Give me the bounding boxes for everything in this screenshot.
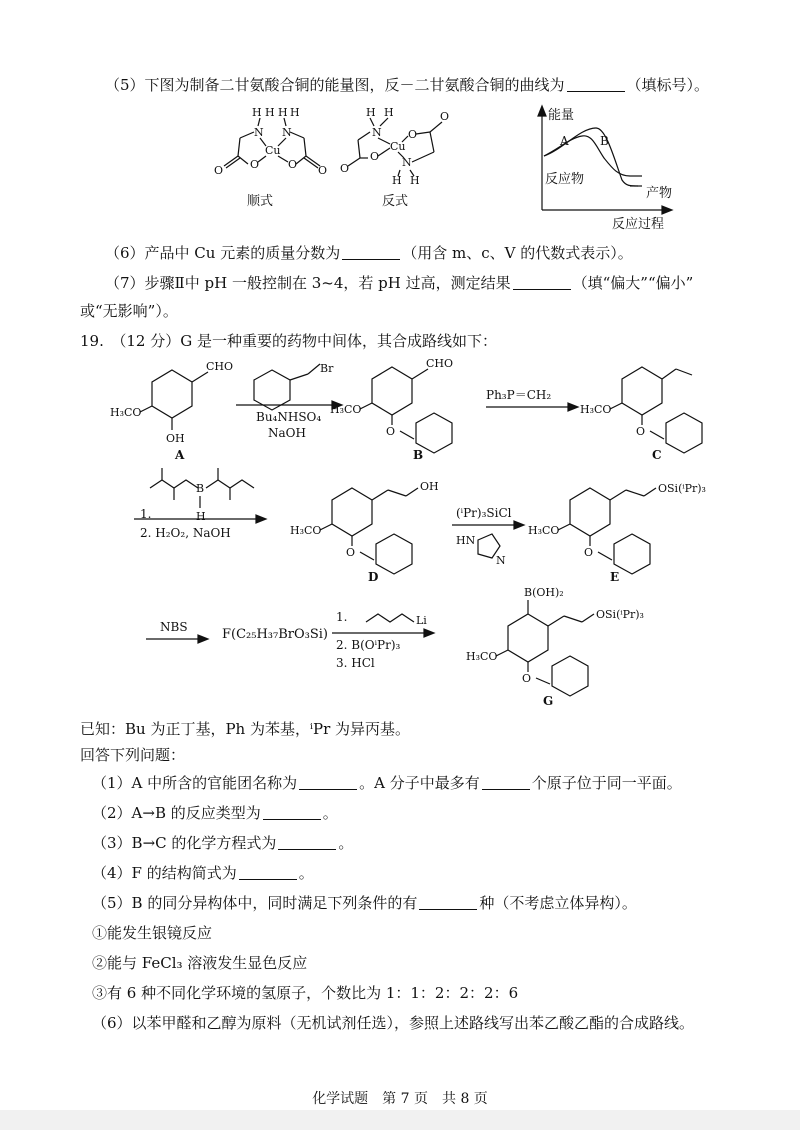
q18-part7-line2: 或“无影响”）。 — [80, 302, 178, 320]
svg-text:OH: OH — [420, 480, 439, 493]
svg-text:N: N — [254, 126, 264, 139]
svg-text:H₃CO: H₃CO — [580, 403, 612, 416]
answer-blank[interactable] — [567, 75, 625, 92]
svg-text:O: O — [584, 546, 594, 559]
reagent-fg-1: 1. — [336, 610, 348, 624]
label-d: D — [368, 570, 379, 584]
trans-label: 反式 — [382, 194, 409, 209]
svg-text:H₃CO: H₃CO — [290, 524, 322, 537]
svg-text:Li: Li — [416, 614, 427, 627]
arrow-e-f — [146, 634, 216, 644]
imidazole-structure — [456, 530, 516, 570]
svg-text:OSi(ⁱPr)₃: OSi(ⁱPr)₃ — [596, 608, 644, 621]
reactant-label: 反应物 — [545, 172, 585, 187]
svg-text:H: H — [392, 174, 402, 187]
answer-blank[interactable] — [299, 773, 357, 790]
q19-answer-intro: 回答下列问题： — [80, 746, 186, 764]
svg-text:H: H — [265, 106, 275, 119]
svg-text:H: H — [278, 106, 288, 119]
svg-text:O: O — [346, 546, 356, 559]
svg-text:B(OH)₂: B(OH)₂ — [524, 586, 564, 599]
q19-q6: （6）以苯甲醛和乙醇为原料（无机试剂任选），参照上述路线写出苯乙酸乙酯的合成路线。 — [92, 1014, 695, 1032]
label-e: E — [610, 570, 620, 584]
q19-header: 19. （12 分）G 是一种重要的药物中间体，其合成路线如下： — [80, 332, 497, 350]
page-bottom-band — [0, 1110, 800, 1130]
svg-text:HN: HN — [456, 534, 476, 547]
svg-text:N: N — [496, 554, 506, 567]
q19-q2: （2）A→B 的反应类型为 。 — [92, 804, 338, 822]
butyllithium-structure — [336, 608, 446, 628]
svg-text:O: O — [636, 425, 646, 438]
svg-text:H₃CO: H₃CO — [330, 403, 362, 416]
cis-copper-glycinate-structure — [210, 108, 330, 183]
energy-axis-y-label: 能量 — [548, 108, 575, 123]
reagent-fg-3: 3. HCl — [336, 656, 375, 670]
reagent-cd-2: 2. H₂O₂, NaOH — [140, 526, 231, 540]
svg-text:N: N — [402, 156, 412, 169]
energy-axis-x-label: 反应过程 — [612, 217, 665, 232]
q19-q5: （5）B 的同分异构体中，同时满足下列条件的有 种（不考虑立体异构）。 — [92, 894, 637, 912]
svg-text:CHO: CHO — [206, 360, 234, 373]
reagent-de: (ⁱPr)₃SiCl — [456, 506, 512, 520]
svg-text:H: H — [252, 106, 262, 119]
svg-text:O: O — [214, 164, 224, 177]
svg-text:H: H — [196, 510, 206, 523]
svg-text:O: O — [250, 158, 260, 171]
label-c: C — [652, 448, 662, 462]
answer-blank[interactable] — [482, 773, 530, 790]
answer-blank[interactable] — [278, 833, 336, 850]
answer-blank[interactable] — [263, 803, 321, 820]
arrow-d-e — [452, 520, 532, 530]
svg-text:N: N — [282, 126, 292, 139]
arrow-f-g — [332, 628, 442, 638]
q18-part5: （5）下图为制备二甘氨酸合铜的能量图，反－二甘氨酸合铜的曲线为 （填标号）。 — [105, 76, 710, 94]
svg-text:O: O — [370, 150, 380, 163]
svg-text:H: H — [290, 106, 300, 119]
svg-text:O: O — [318, 164, 328, 177]
trans-copper-glycinate-structure — [340, 108, 460, 188]
svg-text:OH: OH — [166, 432, 185, 445]
label-b: B — [413, 448, 424, 462]
svg-text:H₃CO: H₃CO — [110, 406, 142, 419]
curve-b-label: B — [600, 134, 609, 148]
answer-blank[interactable] — [419, 893, 477, 910]
svg-text:Cu: Cu — [390, 140, 406, 153]
answer-blank[interactable] — [513, 273, 571, 290]
compound-f: F(C₂₅H₃₇BrO₃Si) — [222, 627, 328, 642]
arrow-b-c — [486, 402, 586, 412]
reagent-cd-1: 1. — [140, 507, 152, 521]
svg-text:OSi(ⁱPr)₃: OSi(ⁱPr)₃ — [658, 482, 706, 495]
svg-text:Cu: Cu — [265, 144, 281, 157]
compound-e-structure — [528, 476, 748, 576]
svg-text:H: H — [410, 174, 420, 187]
curve-a-label: A — [560, 134, 569, 148]
reagent-fg-2: 2. B(OⁱPr)₃ — [336, 638, 401, 652]
cis-label: 顺式 — [247, 194, 274, 209]
q19-q1: （1）A 中所含的官能团名称为 。A 分子中最多有 个原子位于同一平面。 — [92, 774, 682, 792]
svg-text:H: H — [384, 106, 394, 119]
svg-text:H₃CO: H₃CO — [528, 524, 560, 537]
svg-text:O: O — [288, 158, 298, 171]
q19-condition-2: ②能与 FeCl₃ 溶液发生显色反应 — [92, 954, 308, 972]
svg-text:Br: Br — [320, 362, 334, 375]
svg-text:O: O — [440, 110, 450, 123]
svg-text:B: B — [196, 482, 205, 495]
q19-known: 已知：Bu 为正丁基，Ph 为苯基，ⁱPr 为异丙基。 — [80, 720, 411, 738]
svg-text:CHO: CHO — [426, 357, 454, 370]
compound-c-structure — [580, 355, 770, 455]
reagent-ef: NBS — [160, 620, 188, 634]
q18-part6: （6）产品中 Cu 元素的质量分数为 （用含 m、c、V 的代数式表示）。 — [105, 244, 633, 262]
page-footer: 化学试题 第 7 页 共 8 页 — [312, 1091, 488, 1107]
answer-blank[interactable] — [342, 243, 400, 260]
label-g: G — [543, 694, 554, 708]
reagent-bc: Ph₃P＝CH₂ — [486, 388, 552, 402]
q19-q3: （3）B→C 的化学方程式为 。 — [92, 834, 354, 852]
svg-text:H₃CO: H₃CO — [466, 650, 498, 663]
compound-d-structure — [290, 476, 460, 576]
q19-condition-3: ③有 6 种不同化学环境的氢原子，个数比为 1：1：2：2：2：6 — [92, 984, 519, 1002]
reagent-ab-2: NaOH — [268, 426, 306, 440]
q19-q4: （4）F 的结构简式为 。 — [92, 864, 314, 882]
svg-text:O: O — [408, 128, 418, 141]
svg-text:H: H — [366, 106, 376, 119]
svg-text:N: N — [372, 126, 382, 139]
label-a: A — [175, 448, 185, 462]
q19-condition-1: ①能发生银镜反应 — [92, 924, 213, 942]
compound-b-structure — [330, 355, 510, 455]
compound-g-structure — [466, 584, 706, 704]
arrow-c-d — [134, 514, 274, 524]
q18-part7: （7）步骤Ⅱ中 pH 一般控制在 3~4，若 pH 过高，测定结果 （填“偏大”“偏小” — [105, 274, 694, 292]
compound-a-structure — [110, 358, 234, 448]
answer-blank[interactable] — [239, 863, 297, 880]
svg-text:O: O — [340, 162, 350, 175]
svg-text:O: O — [522, 672, 532, 685]
reagent-ab-1: Bu₄NHSO₄ — [256, 410, 322, 424]
svg-text:O: O — [386, 425, 396, 438]
product-label: 产物 — [646, 186, 673, 201]
